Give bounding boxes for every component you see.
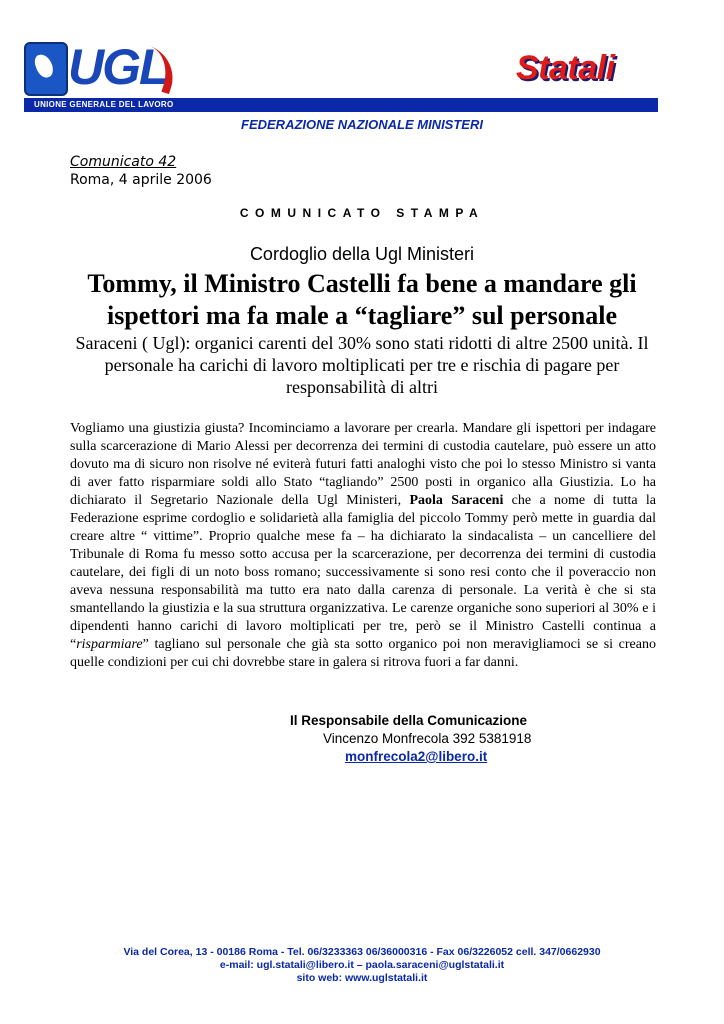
signature-name: Vincenzo Monfrecola 392 5381918 bbox=[323, 731, 532, 746]
article-kicker: Cordoglio della Ugl Ministeri bbox=[249, 244, 475, 264]
body-part-1: Vogliamo una giustizia giusta? Incominciamo a lavorare per crearla. Mandare gli ispettori per indagare sulla scarcerazione di Mario Alessi per decorrenza dei termini di custodia cautelare, può essere un atto dovuto ma di sicuro non risolve né eviterà futuri fatti analoghi visto che poi lo stesso Ministro si vanta di aver fatto risparmiare soldi allo Stato “tagliando” 2500 posti in organico alla Giustizia. Lo ha dichiarato il Segretario Nazionale della Ugl Ministeri, bbox=[70, 421, 656, 508]
date-line: Roma, 4 aprile 2006 bbox=[70, 172, 212, 188]
article-body bbox=[70, 420, 656, 672]
signature-email-link[interactable]: monfrecola2@libero.it bbox=[345, 749, 488, 764]
footer-email: e-mail: ugl.statali@libero.it – paola.saraceni@uglstatali.it bbox=[219, 959, 505, 971]
ugl-logo bbox=[24, 36, 172, 98]
comunicato-number: Comunicato 42 bbox=[70, 154, 177, 170]
logo-text: UGL bbox=[68, 39, 168, 95]
italy-map-icon bbox=[24, 42, 68, 96]
body-part-3: ” tagliano sul personale che già sta sotto organico poi non meravigliamoci se si creano quelle condizioni per cui chi dovrebbe stare in galera si ritrova fuori a far danni. bbox=[70, 637, 656, 670]
body-name: Paola Saraceni bbox=[409, 493, 504, 508]
federazione-title: FEDERAZIONE NAZIONALE MINISTERI bbox=[241, 117, 483, 132]
body-part-2: che a nome di tutta la Federazione esprime cordoglio e solidarietà alla famiglia del piccolo Tommy però mette in guardia dal creare altre “ vittime”. Proprio qualche mese fa – ha dichiarato la sindacalista – un cancelliere del Tribunale di Roma fu messo sotto accusa per la scarcerazione, per decorrenza dei termini di custodia cautelare, dei figli di un noto boss romano; successivamente si sono resi conto che il poveraccio non aveva nessuna responsabilità ma tutto era nato dalla carenza di personale. La verità è che si sta smantellando la giustizia e la sua struttura organizzativa. Le carenze organiche sono superiori al 30% e i dipendenti hanno carichi di lavoro moltiplicati per tre, però se il Ministro Castelli continua a “ bbox=[70, 493, 657, 652]
footer-address: Via del Corea, 13 - 00186 Roma - Tel. 06/3233363 06/36000316 - Fax 06/3226052 cell. 347/0662930 bbox=[123, 946, 601, 958]
header-bar-text: UNIONE GENERALE DEL LAVORO bbox=[34, 100, 174, 109]
comunicato-stampa-label: COMUNICATO STAMPA bbox=[239, 206, 485, 220]
body-italic: risparmiare bbox=[76, 637, 143, 652]
signature-title: Il Responsabile della Comunicazione bbox=[290, 713, 528, 728]
article-subhead: Saraceni ( Ugl): organici carenti del 30% sono stati ridotti di altre 2500 unità. Il personale ha carichi di lavoro moltiplicati per tre e rischia di pagare per responsabilità di altri bbox=[75, 333, 649, 397]
footer-website: sito web: www.uglstatali.it bbox=[296, 972, 428, 984]
article-headline: Tommy, il Ministro Castelli fa bene a mandare gli ispettori ma fa male a “tagliare” sul personale bbox=[87, 269, 637, 330]
statali-logo: Statali bbox=[516, 49, 615, 87]
